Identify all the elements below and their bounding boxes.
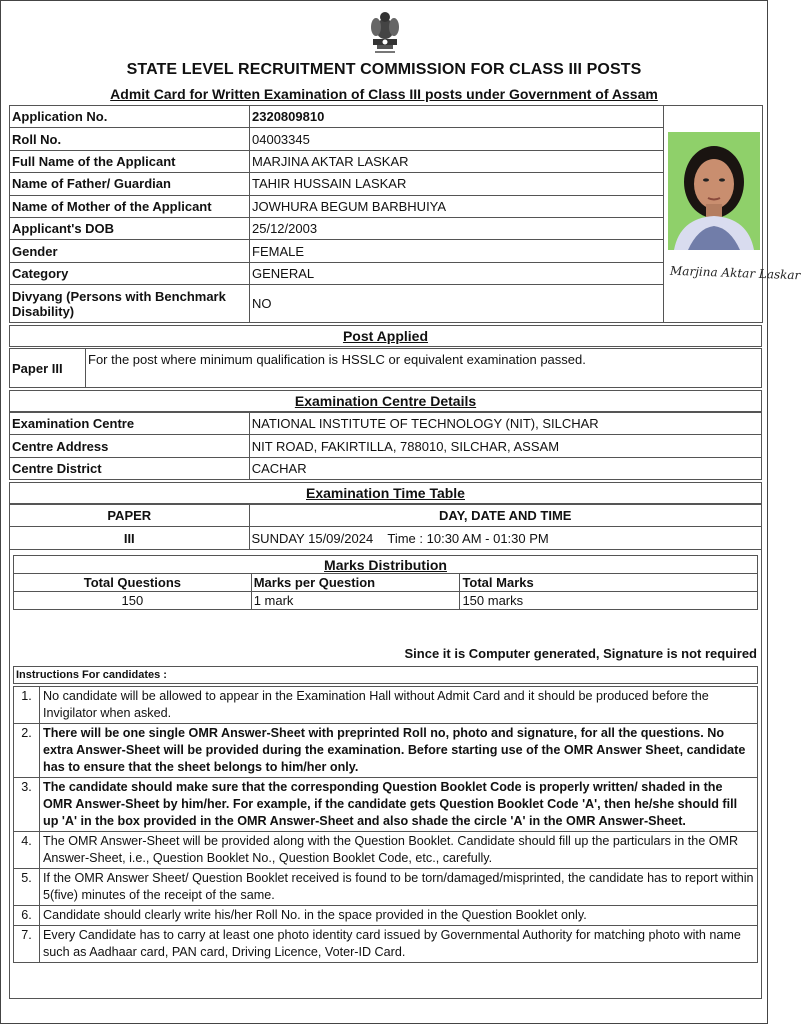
state-emblem-icon — [365, 9, 405, 55]
item-number: 5. — [14, 869, 40, 906]
table-row — [10, 457, 762, 479]
table-row — [10, 128, 763, 150]
list-item — [14, 724, 758, 778]
applicant-details-table — [9, 105, 801, 323]
photo-cell — [664, 106, 801, 323]
table-row — [14, 574, 758, 592]
centre-district: CACHAR — [249, 457, 761, 479]
row-label: Category — [10, 262, 250, 284]
centre-heading: Examination Centre Details — [9, 390, 762, 412]
item-number: 4. — [14, 832, 40, 869]
divyang-status: NO — [250, 285, 664, 323]
table-row — [10, 106, 763, 128]
exam-datetime: SUNDAY 15/09/2024 Time : 10:30 AM - 01:30 PM — [249, 527, 761, 549]
instruction-text: The OMR Answer-Sheet will be provided along with the Question Booklet. Candidate should fill up the particulars in the OMR Answer-Sheet, i.e., Question Booklet No., Question Booklet Code, etc., carefully. — [40, 832, 758, 869]
total-marks: 150 marks — [460, 592, 758, 610]
row-label: Centre Address — [10, 435, 250, 457]
applicant-name: MARJINA AKTAR LASKAR — [250, 150, 664, 172]
list-item — [14, 778, 758, 832]
centre-details-table — [9, 412, 762, 480]
item-number: 1. — [14, 687, 40, 724]
mother-name: JOWHURA BEGUM BARBHUIYA — [250, 195, 664, 217]
roll-number: 04003345 — [250, 128, 664, 150]
col-header-per-question: Marks per Question — [251, 574, 460, 592]
row-label: Roll No. — [10, 128, 250, 150]
table-row — [10, 285, 763, 323]
row-label: Full Name of the Applicant — [10, 150, 250, 172]
date-of-birth: 25/12/2003 — [250, 217, 664, 239]
category: GENERAL — [250, 262, 664, 284]
list-item — [14, 926, 758, 963]
applicant-photo — [668, 132, 760, 250]
marks-and-instructions — [9, 549, 762, 999]
paper-label: Paper III — [10, 349, 86, 388]
table-row — [10, 150, 763, 172]
table-row — [10, 262, 763, 284]
application-number: 2320809810 — [250, 106, 664, 128]
admit-card-subtitle: Admit Card for Written Examination of Class III posts under Government of Assam — [110, 86, 658, 102]
row-label: Application No. — [10, 106, 250, 128]
list-item — [14, 832, 758, 869]
table-row — [10, 435, 762, 457]
exam-centre: NATIONAL INSTITUTE OF TECHNOLOGY (NIT), SILCHAR — [249, 413, 761, 435]
table-row — [10, 240, 763, 262]
row-label: Applicant's DOB — [10, 217, 250, 239]
signature-note: Since it is Computer generated, Signature is not required — [404, 646, 757, 661]
col-header-questions: Total Questions — [14, 574, 252, 592]
commission-title: STATE LEVEL RECRUITMENT COMMISSION FOR CLASS III POSTS — [126, 61, 642, 78]
item-number: 6. — [14, 906, 40, 926]
col-header-datetime: DAY, DATE AND TIME — [249, 505, 761, 527]
row-label: Name of Mother of the Applicant — [10, 195, 250, 217]
row-label: Examination Centre — [10, 413, 250, 435]
instruction-text: Candidate should clearly write his/her Roll No. in the space provided in the Question Booklet only. — [40, 906, 758, 926]
table-row — [10, 173, 763, 195]
list-item — [14, 906, 758, 926]
post-applied-heading: Post Applied — [9, 325, 762, 347]
table-row — [14, 592, 758, 610]
item-number: 2. — [14, 724, 40, 778]
instruction-text: Every Candidate has to carry at least one photo identity card issued by Governmental Authority for matching photo with name such as Aadhaar card, PAN card, Driving Licence, Voter-ID Card. — [40, 926, 758, 963]
post-applied-table — [9, 348, 762, 388]
row-label: Divyang (Persons with Benchmark Disability) — [10, 285, 250, 323]
paper-value: III — [10, 527, 250, 549]
col-header-total: Total Marks — [460, 574, 758, 592]
table-row — [10, 505, 762, 527]
instruction-text: The candidate should make sure that the corresponding Question Booklet Code is properly written/ shaded in the OMR Answer-Sheet by him/her. For example, if the candidate gets Question Booklet Code 'A', then he/she should fill up 'A' in the box provided in the OMR Answer-Sheet and also shade the circle 'A' in the OMR Answer-Sheet. — [40, 778, 758, 832]
marks-heading: Marks Distribution — [14, 556, 758, 574]
timetable-heading: Examination Time Table — [9, 482, 762, 504]
table-row — [10, 217, 763, 239]
applicant-signature: Marjina Aktar Laskar — [669, 263, 801, 283]
marks-per-question: 1 mark — [251, 592, 460, 610]
item-number: 7. — [14, 926, 40, 963]
instructions-heading: Instructions For candidates : — [13, 666, 758, 684]
instructions-table — [13, 686, 758, 963]
father-name: TAHIR HUSSAIN LASKAR — [250, 173, 664, 195]
gender: FEMALE — [250, 240, 664, 262]
post-description: For the post where minimum qualification is HSSLC or equivalent examination passed. — [86, 349, 762, 388]
timetable-table — [9, 504, 762, 550]
table-row — [10, 349, 762, 388]
table-row — [10, 413, 762, 435]
table-row — [10, 195, 763, 217]
total-questions: 150 — [14, 592, 252, 610]
instruction-text: There will be one single OMR Answer-Sheet with preprinted Roll no, photo and signature, for all the questions. No extra Answer-Sheet will be provided during the examination. Before starting use of the OMR Answer Sheet, candidate has to ensure that the sheet belongs to him/her only. — [40, 724, 758, 778]
table-row — [10, 527, 762, 549]
list-item — [14, 687, 758, 724]
instruction-text: No candidate will be allowed to appear in the Examination Hall without Admit Card and it should be produced before the Invigilator when asked. — [40, 687, 758, 724]
instruction-text: If the OMR Answer Sheet/ Question Booklet received is found to be torn/damaged/misprinted, the candidate has to report within 5(five) minutes of the receipt of the same. — [40, 869, 758, 906]
marks-table — [13, 555, 758, 610]
col-header-paper: PAPER — [10, 505, 250, 527]
list-item — [14, 869, 758, 906]
table-row — [14, 556, 758, 574]
row-label: Centre District — [10, 457, 250, 479]
centre-address: NIT ROAD, FAKIRTILLA, 788010, SILCHAR, ASSAM — [249, 435, 761, 457]
row-label: Gender — [10, 240, 250, 262]
item-number: 3. — [14, 778, 40, 832]
row-label: Name of Father/ Guardian — [10, 173, 250, 195]
